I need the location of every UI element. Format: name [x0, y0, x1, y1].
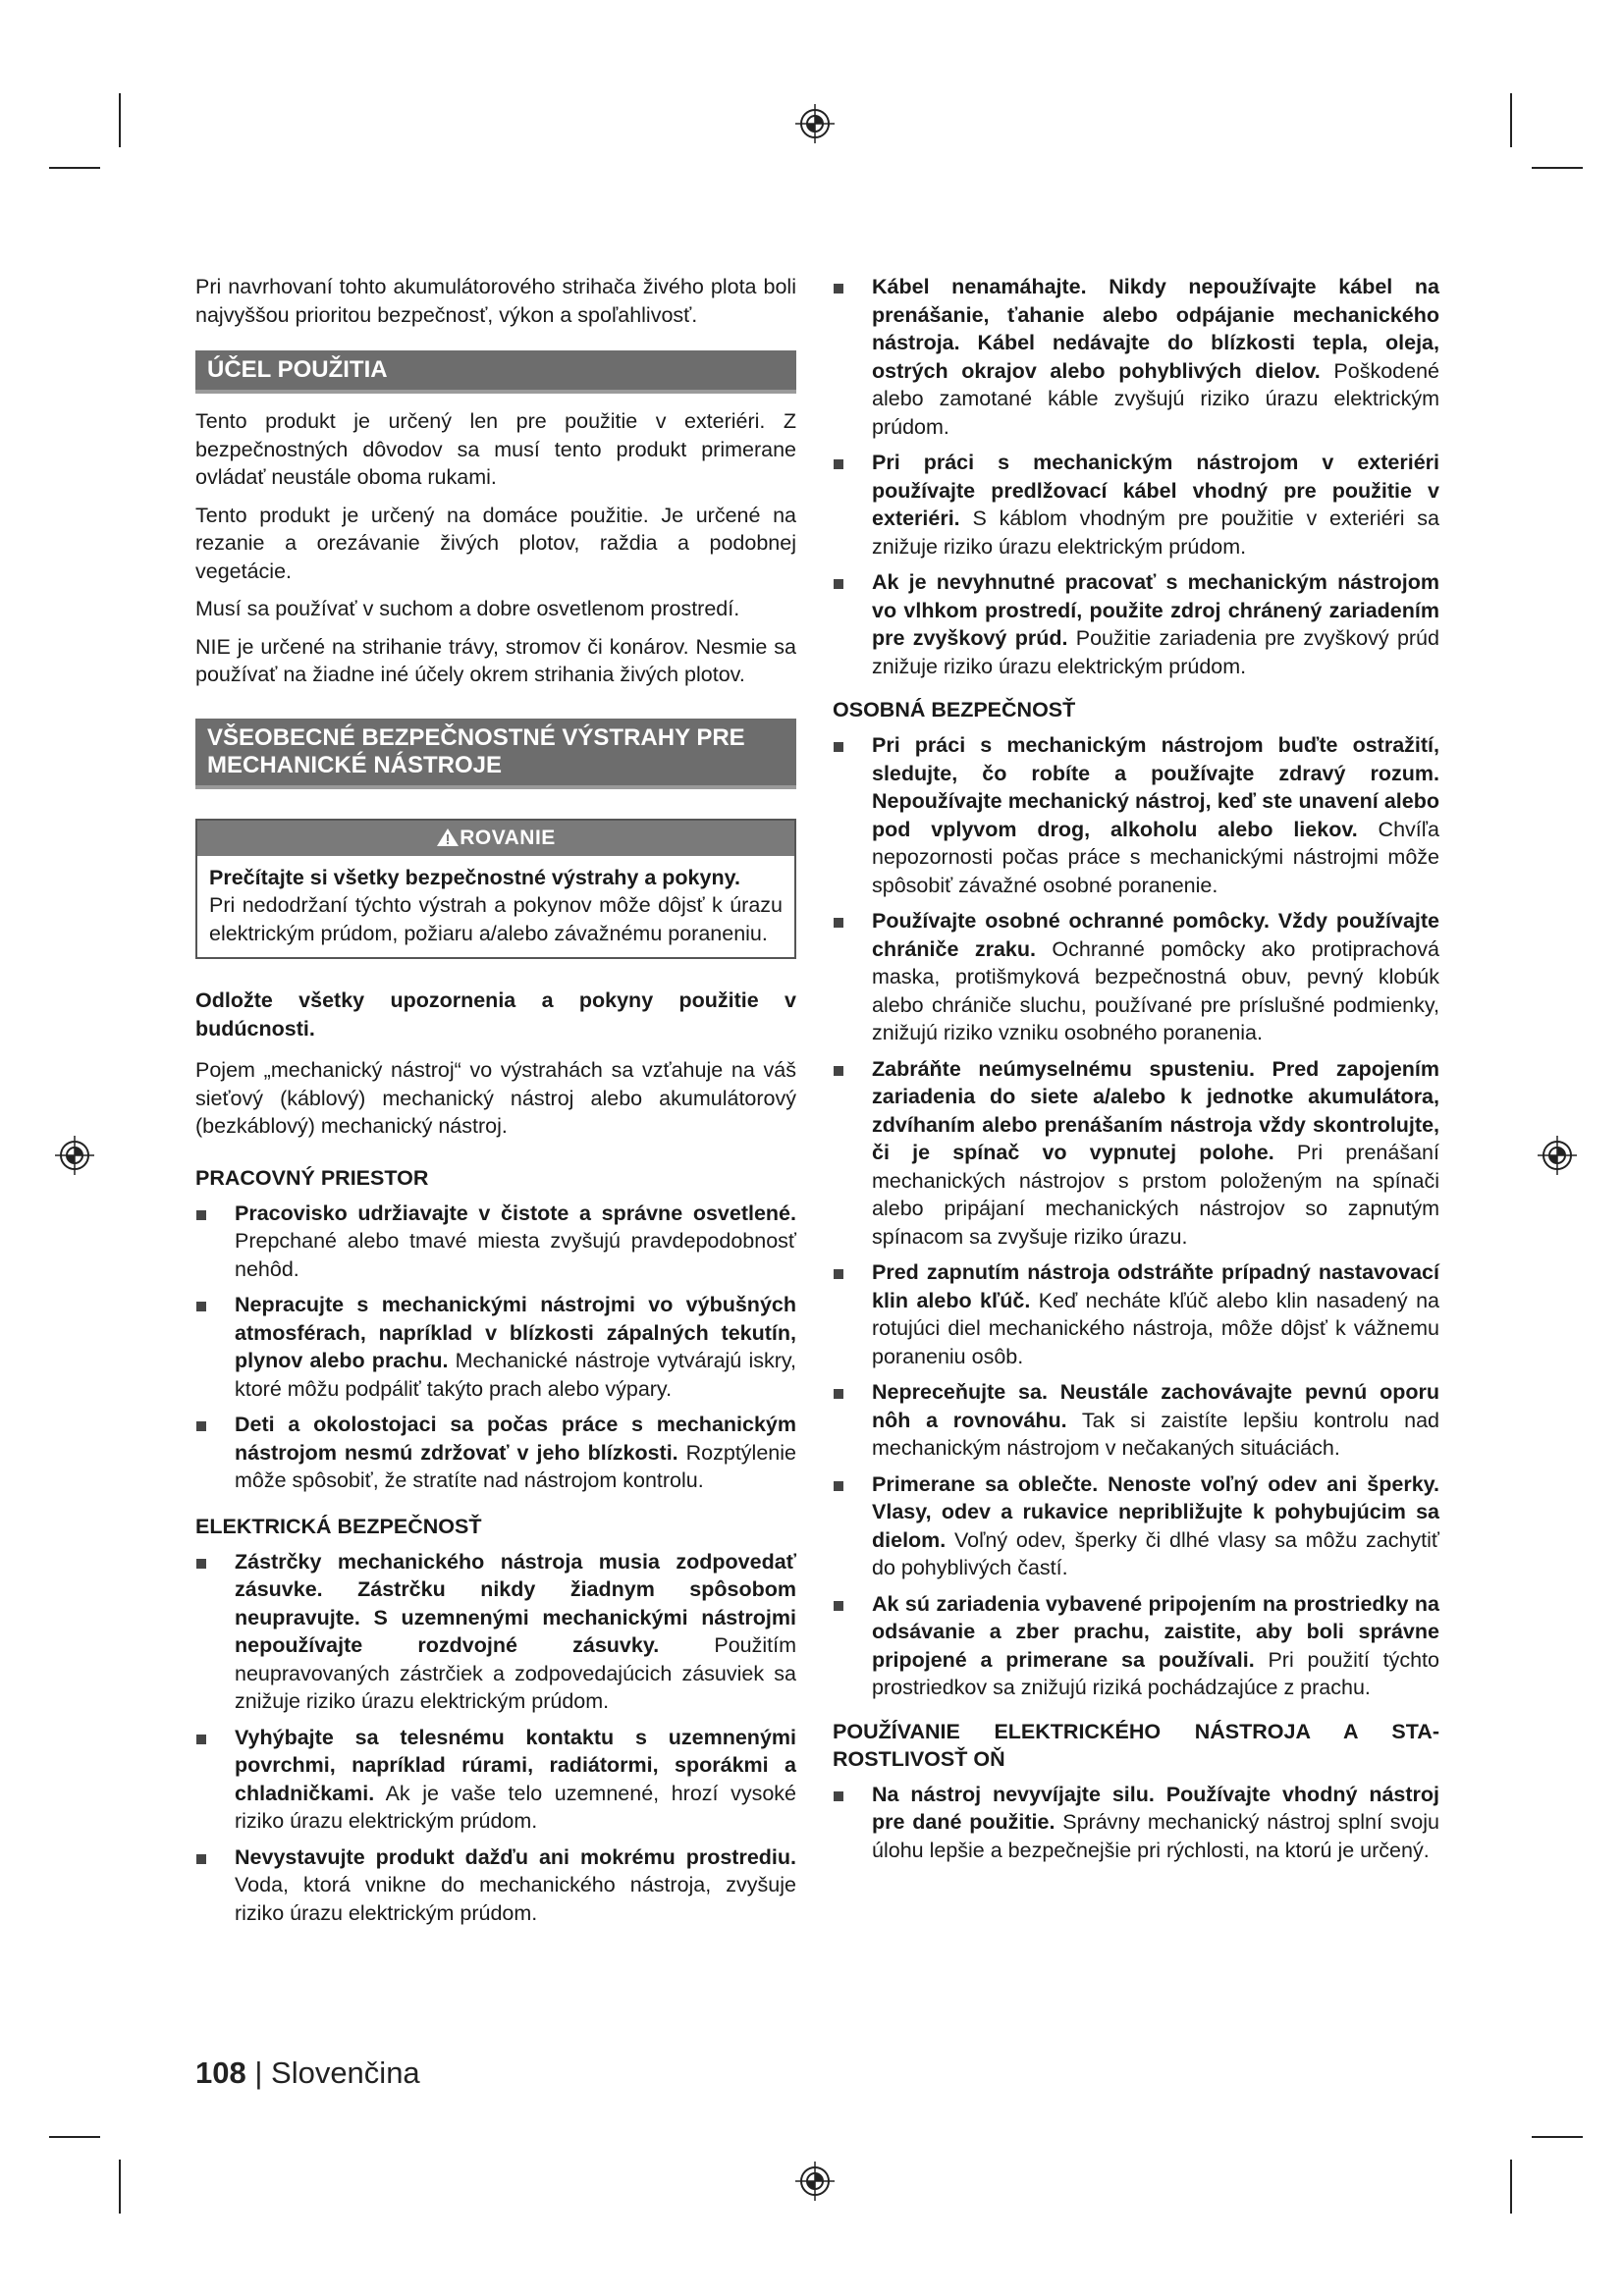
general-heading-line: VŠEOBECNÉ BEZPEČNOSTNÉ VÝSTRAHY PRE [207, 723, 745, 751]
bullet-icon [196, 1559, 206, 1569]
work-area-heading: PRACOVNÝ PRIESTOR [195, 1165, 429, 1190]
electrical-list-continued [833, 273, 1439, 680]
list-item: Vyhýbajte sa telesnému kontaktu s uzemnenými povrchmi, napríklad rúrami, radiátormi, sporákmi a chladničkami. Ak je vaše telo uzemnené, hrozí vysoké riziko úrazu elektrickým prúdom. [195, 1724, 796, 1836]
usage-heading: ÚČEL POUŽITIA [195, 350, 796, 394]
crop-mark [49, 167, 100, 169]
registration-mark-icon [793, 102, 837, 145]
crop-mark [49, 2136, 100, 2138]
bullet-icon [196, 1421, 206, 1431]
general-heading-line: MECHANICKÉ NÁSTROJE [207, 751, 503, 778]
term-definition: Pojem „mechanický nástroj“ vo výstrahách sa vzťahuje na váš sieťový (káblový) mechanický nástroj alebo akumulátorový (bezkáblový) mechanický nástroj. [195, 1058, 796, 1138]
list-item: Ak je nevyhnutné pracovať s mechanickým nástrojom vo vlhkom prostredí, použite zdroj chránený zariadením pre zvyškový prúd. Použitie zariadenia pre zvyškový prúd znižuje riziko úrazu elektrickým prúdom. [833, 568, 1439, 680]
crop-mark [1510, 2160, 1512, 2214]
list-item: Deti a okolostojaci sa počas práce s mechanickým nástrojom nesmú zdržovať v jeho blízkosti. Rozptýlenie môže spôsobiť, že stratíte nad nástrojom kontrolu. [195, 1411, 796, 1495]
list-item: Používajte osobné ochranné pomôcky. Vždy používajte chrániče zraku. Ochranné pomôcky ako protiprachová maska, protišmyková bezpečnostná obuv, pevný klobúk alebo chrániče sluchu, používané pre príslušné podmienky, znižujú riziko vzniku osobného poranenia. [833, 907, 1439, 1047]
footer-separator: | [245, 2056, 272, 2090]
list-item: Nepreceňujte sa. Neustále zachovávajte pevnú oporu nôh a rovnováhu. Tak si zaistíte lepšiu kontrolu nad mechanickým nástrojom v nečakaných situáciách. [833, 1378, 1439, 1463]
registration-mark-icon [793, 2160, 837, 2203]
bullet-icon [834, 459, 843, 469]
warning-box [195, 819, 796, 960]
bullet-icon [834, 1791, 843, 1801]
footer-language: Slovenčina [271, 2056, 420, 2090]
warning-text: Pri nedodržaní týchto výstrah a pokynov môže dôjsť k úrazu elektrickým prúdom, požiaru a/alebo závažnému poraneniu. [209, 893, 783, 945]
list-item: Na nástroj nevyvíjajte silu. Používajte vhodný nástroj pre dané použitie. Správny mechanický nástroj splní svoju úlohu lepšie a bezpečnejšie pri rýchlosti, na ktorú je určený. [833, 1781, 1439, 1865]
usage-paragraph: NIE je určené na strihanie trávy, stromov či konárov. Nesmie sa používať na žiadne iné účely okrem strihania živých plotov. [195, 634, 796, 686]
list-item: Zabráňte neúmyselnému spusteniu. Pred zapojením zariadenia do siete a/alebo k jednotke akumulátora, zdvíhaním alebo prenášaním nástroja vždy skontrolujte, či je spínač vo vypnutej polohe. Pri prenášaní mechanických nástrojov s prstom položeným na spínači alebo pripájaní mechanických nástrojov so zapnutým spínacom sa zvyšuje riziko úrazu. [833, 1055, 1439, 1252]
registration-mark-icon [1536, 1134, 1579, 1177]
list-item: Primerane sa oblečte. Nenoste voľný odev ani šperky. Vlasy, odev a rukavice nepribližujte k pohybujúcim sa dielom. Voľný odev, šperky či dlhé vlasy sa môžu zachytiť do pohyblivých častí. [833, 1470, 1439, 1582]
bullet-icon [196, 1210, 206, 1220]
right-column [833, 273, 1439, 1872]
list-item: Pri práci s mechanickým nástrojom v exteriéri používajte predlžovací kábel vhodný pre použitie v exteriéri. S káblom vhodným pre použitie v exteriéri sa znižuje riziko úrazu elektrickým prúdom. [833, 449, 1439, 561]
general-warnings-heading [195, 719, 796, 789]
intro-paragraph: Pri navrhovaní tohto akumulátorového strihača živého plota boli najvyššou prioritou bezpečnosť, výkon a spoľahlivosť. [195, 275, 796, 327]
bullet-icon [834, 918, 843, 928]
left-column [195, 273, 796, 1935]
bullet-icon [196, 1854, 206, 1864]
electrical-list [195, 1548, 796, 1928]
warning-bold-text: Prečítajte si všetky bezpečnostné výstrahy a pokyny. [209, 865, 740, 889]
crop-mark [1510, 93, 1512, 147]
usage-paragraph: Tento produkt je určený na domáce použitie. Je určené na rezanie a orezávanie živých plotov, raždia a podobnej vegetácie. [195, 503, 796, 583]
bullet-icon [834, 1481, 843, 1491]
bullet-icon [196, 1302, 206, 1311]
warning-body [197, 856, 794, 958]
list-item: Nevystavujte produkt dažďu ani mokrému prostrediu. Voda, ktorá vnikne do mechanického nástroja, zvyšuje riziko úrazu elektrickým prúdom. [195, 1843, 796, 1928]
work-area-list [195, 1200, 796, 1495]
usage-paragraph: Musí sa používať v suchom a dobre osvetlenom prostredí. [195, 597, 740, 620]
registration-mark-icon [53, 1134, 96, 1177]
bullet-icon [196, 1735, 206, 1744]
bullet-icon [834, 284, 843, 294]
crop-mark [1532, 167, 1583, 169]
list-item: Pri práci s mechanickým nástrojom buďte ostražití, sledujte, čo robíte a používajte zdravý rozum. Nepoužívajte mechanický nástroj, keď ste unavení alebo pod vplyvom drog, alkoholu alebo liekov. Chvíľa nepozornosti počas práce s mechanickými nástrojmi môže spôsobiť závažné osobné poranenie. [833, 731, 1439, 899]
list-item: Zástrčky mechanického nástroja musia zodpovedať zásuvke. Zástrčku nikdy žiadnym spôsobom neupravujte. S uzemnenými mechanickými nástrojmi nepoužívajte rozdvojné zásuvky. Použitím neupravovaných zástrčiek a zodpovedajúcich zásuviek sa znižuje riziko úrazu elektrickým prúdom. [195, 1548, 796, 1716]
bullet-icon [834, 742, 843, 752]
crop-mark [119, 93, 121, 147]
bullet-icon [834, 1601, 843, 1611]
bullet-icon [834, 1389, 843, 1399]
crop-mark [119, 2160, 121, 2214]
list-item: Kábel nenamáhajte. Nikdy nepoužívajte kábel na prenášanie, ťahanie alebo odpájanie mechanického nástroja. Kábel nedávajte do blízkosti tepla, oleja, ostrých okrajov alebo pohyblivých dielov. Poškodené alebo zamotané káble zvyšujú riziko úrazu elektrickým prúdom. [833, 273, 1439, 441]
bullet-icon [834, 1269, 843, 1279]
crop-mark [1532, 2136, 1583, 2138]
personal-safety-list [833, 731, 1439, 1702]
page-footer [195, 2056, 420, 2091]
warning-triangle-icon [436, 828, 460, 847]
page-number: 108 [195, 2056, 246, 2090]
usage-paragraph: Tento produkt je určený len pre použitie v exteriéri. Z bezpečnostných dôvodov sa musí tento produkt primerane ovládať neustále oboma rukami. [195, 409, 796, 489]
personal-safety-heading: OSOBNÁ BEZPEČNOSŤ [833, 698, 1076, 721]
bullet-icon [834, 579, 843, 589]
list-item: Pred zapnutím nástroja odstráňte prípadný nastavovací klin alebo kľúč. Keď necháte kľúč alebo klin nasadený na rotujúci diel mechanického nástroja, môže dôjsť k vážnemu poraneniu osôb. [833, 1258, 1439, 1370]
warning-header [197, 821, 794, 856]
tool-use-heading: POUŽÍVANIE ELEKTRICKÉHO NÁSTROJA A STA-ROSTLIVOSŤ OŇ [833, 1719, 1439, 1771]
list-item: Nepracujte s mechanickými nástrojmi vo výbušných atmosférach, napríklad v blízkosti zápalných tekutín, plynov alebo prachu. Mechanické nástroje vytvárajú iskry, ktoré môžu podpáliť takýto prach alebo výpary. [195, 1291, 796, 1403]
bullet-icon [834, 1066, 843, 1076]
keep-instructions: Odložte všetky upozornenia a pokyny použitie v budúcnosti. [195, 988, 796, 1041]
electrical-heading: ELEKTRICKÁ BEZPEČNOSŤ [195, 1514, 482, 1538]
list-item: Pracovisko udržiavajte v čistote a správne osvetlené. Prepchané alebo tmavé miesta zvyšujú pravdepodobnosť nehôd. [195, 1200, 796, 1284]
warning-title: ROVANIE [460, 826, 556, 849]
tool-use-list [833, 1781, 1439, 1865]
list-item: Ak sú zariadenia vybavené pripojením na prostriedky na odsávanie a zber prachu, zaistite, aby boli správne pripojené a primerane sa používali. Pri použití týchto prostriedkov sa znižujú riziká pochádzajúce z prachu. [833, 1590, 1439, 1702]
